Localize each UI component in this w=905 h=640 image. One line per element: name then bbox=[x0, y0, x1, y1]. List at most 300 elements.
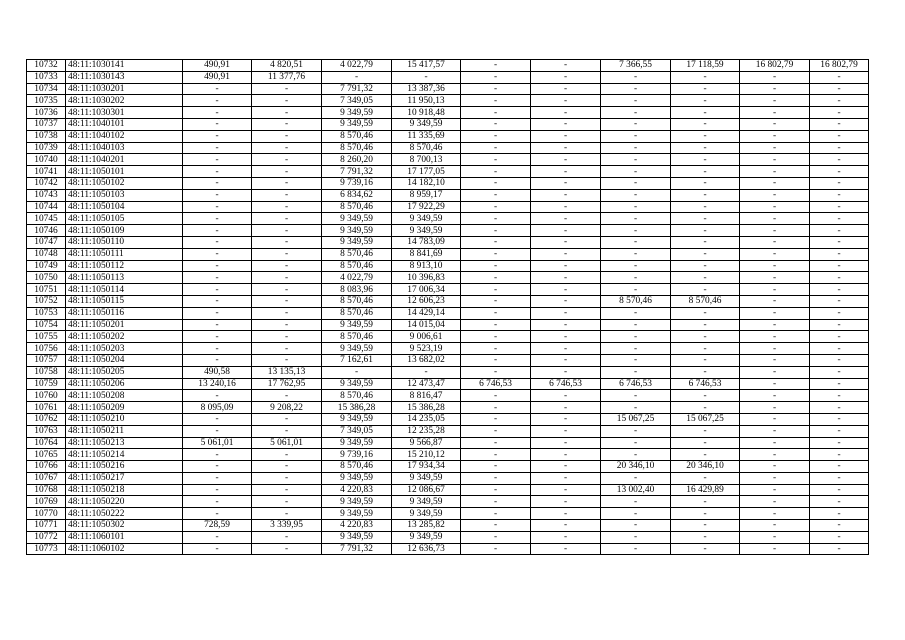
value-cell: - bbox=[183, 284, 252, 296]
value-cell: - bbox=[810, 236, 869, 248]
cadastral-number-cell: 48:11:1050302 bbox=[66, 520, 183, 532]
table-row bbox=[27, 449, 869, 461]
value-cell: - bbox=[601, 508, 671, 520]
table-row bbox=[27, 531, 869, 543]
cadastral-number-cell: 48:11:1050110 bbox=[66, 236, 183, 248]
value-cell: 5 061,01 bbox=[252, 437, 322, 449]
row-number-cell: 10742 bbox=[27, 177, 66, 189]
value-cell: 13 682,02 bbox=[392, 354, 461, 366]
row-number-cell: 10748 bbox=[27, 248, 66, 260]
value-cell: - bbox=[461, 307, 531, 319]
value-cell: 8 913,10 bbox=[392, 260, 461, 272]
value-cell: 8 570,46 bbox=[322, 390, 392, 402]
value-cell: - bbox=[183, 248, 252, 260]
value-cell: 3 339,95 bbox=[252, 520, 322, 532]
row-number-cell: 10741 bbox=[27, 166, 66, 178]
value-cell: - bbox=[183, 508, 252, 520]
value-cell: - bbox=[601, 130, 671, 142]
value-cell: - bbox=[183, 154, 252, 166]
value-cell: - bbox=[601, 236, 671, 248]
value-cell: 6 834,62 bbox=[322, 189, 392, 201]
value-cell: 8 570,46 bbox=[322, 142, 392, 154]
value-cell: - bbox=[671, 272, 740, 284]
cadastral-number-cell: 48:11:1050211 bbox=[66, 425, 183, 437]
value-cell: - bbox=[252, 189, 322, 201]
value-cell: - bbox=[740, 118, 810, 130]
cadastral-number-cell: 48:11:1030202 bbox=[66, 95, 183, 107]
value-cell: - bbox=[183, 166, 252, 178]
row-number-cell: 10747 bbox=[27, 236, 66, 248]
value-cell: 9 349,59 bbox=[392, 531, 461, 543]
value-cell: - bbox=[740, 508, 810, 520]
row-number-cell: 10732 bbox=[27, 60, 66, 72]
value-cell: - bbox=[252, 154, 322, 166]
value-cell: 20 346,10 bbox=[601, 461, 671, 473]
value-cell: 9 349,59 bbox=[322, 531, 392, 543]
value-cell: 8 841,69 bbox=[392, 248, 461, 260]
value-cell: - bbox=[810, 319, 869, 331]
value-cell: - bbox=[810, 248, 869, 260]
table-row bbox=[27, 437, 869, 449]
value-cell: - bbox=[461, 496, 531, 508]
value-cell: - bbox=[461, 284, 531, 296]
value-cell: - bbox=[531, 472, 601, 484]
value-cell: 7 791,32 bbox=[322, 543, 392, 555]
value-cell: - bbox=[531, 520, 601, 532]
value-cell: 16 429,89 bbox=[671, 484, 740, 496]
value-cell: - bbox=[461, 461, 531, 473]
value-cell: - bbox=[671, 248, 740, 260]
value-cell: - bbox=[740, 154, 810, 166]
value-cell: 9 349,59 bbox=[392, 496, 461, 508]
value-cell: - bbox=[252, 449, 322, 461]
value-cell: 728,59 bbox=[183, 520, 252, 532]
value-cell: - bbox=[601, 402, 671, 414]
value-cell: - bbox=[810, 520, 869, 532]
value-cell: - bbox=[461, 154, 531, 166]
value-cell: 16 802,79 bbox=[740, 60, 810, 72]
value-cell: - bbox=[671, 319, 740, 331]
value-cell: - bbox=[810, 508, 869, 520]
value-cell: - bbox=[531, 543, 601, 555]
value-cell: - bbox=[183, 225, 252, 237]
value-cell: 8 570,46 bbox=[671, 295, 740, 307]
value-cell: 5 061,01 bbox=[183, 437, 252, 449]
value-cell: 14 235,05 bbox=[392, 413, 461, 425]
value-cell: 9 349,59 bbox=[392, 472, 461, 484]
value-cell: - bbox=[740, 272, 810, 284]
value-cell: - bbox=[740, 472, 810, 484]
row-number-cell: 10733 bbox=[27, 71, 66, 83]
value-cell: 14 783,09 bbox=[392, 236, 461, 248]
value-cell: - bbox=[252, 531, 322, 543]
value-cell: - bbox=[531, 130, 601, 142]
row-number-cell: 10736 bbox=[27, 107, 66, 119]
value-cell: - bbox=[740, 319, 810, 331]
value-cell: - bbox=[461, 60, 531, 72]
value-cell: 8 570,46 bbox=[322, 130, 392, 142]
row-number-cell: 10738 bbox=[27, 130, 66, 142]
value-cell: - bbox=[252, 390, 322, 402]
value-cell: - bbox=[531, 83, 601, 95]
value-cell: 10 396,83 bbox=[392, 272, 461, 284]
value-cell: - bbox=[740, 177, 810, 189]
cadastral-number-cell: 48:11:1040201 bbox=[66, 154, 183, 166]
value-cell: - bbox=[810, 449, 869, 461]
value-cell: 15 067,25 bbox=[671, 413, 740, 425]
value-cell: 11 377,76 bbox=[252, 71, 322, 83]
value-cell: - bbox=[740, 142, 810, 154]
value-cell: - bbox=[252, 496, 322, 508]
value-cell: 8 095,09 bbox=[183, 402, 252, 414]
value-cell: - bbox=[601, 95, 671, 107]
value-cell: - bbox=[461, 201, 531, 213]
value-cell: - bbox=[671, 449, 740, 461]
value-cell: - bbox=[671, 95, 740, 107]
value-cell: 8 700,13 bbox=[392, 154, 461, 166]
value-cell: 12 086,67 bbox=[392, 484, 461, 496]
value-cell: - bbox=[461, 118, 531, 130]
value-cell: 8 570,46 bbox=[322, 295, 392, 307]
value-cell: - bbox=[461, 413, 531, 425]
table-row bbox=[27, 425, 869, 437]
value-cell: - bbox=[740, 189, 810, 201]
value-cell: - bbox=[740, 236, 810, 248]
value-cell: - bbox=[601, 107, 671, 119]
value-cell: - bbox=[740, 307, 810, 319]
cadastral-number-cell: 48:11:1050209 bbox=[66, 402, 183, 414]
row-number-cell: 10739 bbox=[27, 142, 66, 154]
value-cell: - bbox=[252, 484, 322, 496]
value-cell: 9 349,59 bbox=[322, 472, 392, 484]
value-cell: - bbox=[601, 225, 671, 237]
value-cell: - bbox=[740, 390, 810, 402]
value-cell: - bbox=[601, 531, 671, 543]
value-cell: - bbox=[461, 366, 531, 378]
value-cell: - bbox=[810, 225, 869, 237]
value-cell: 490,91 bbox=[183, 71, 252, 83]
row-number-cell: 10765 bbox=[27, 449, 66, 461]
row-number-cell: 10749 bbox=[27, 260, 66, 272]
value-cell: - bbox=[461, 260, 531, 272]
value-cell: - bbox=[740, 543, 810, 555]
value-cell: - bbox=[671, 496, 740, 508]
value-cell: - bbox=[810, 177, 869, 189]
cadastral-number-cell: 48:11:1050101 bbox=[66, 166, 183, 178]
cadastral-number-cell: 48:11:1050112 bbox=[66, 260, 183, 272]
value-cell: - bbox=[461, 543, 531, 555]
value-cell: 7 162,61 bbox=[322, 354, 392, 366]
value-cell: - bbox=[810, 354, 869, 366]
value-cell: - bbox=[740, 260, 810, 272]
table-row bbox=[27, 508, 869, 520]
value-cell: - bbox=[740, 366, 810, 378]
cadastral-number-cell: 48:11:1050104 bbox=[66, 201, 183, 213]
row-number-cell: 10764 bbox=[27, 437, 66, 449]
value-cell: - bbox=[252, 343, 322, 355]
value-cell: - bbox=[671, 201, 740, 213]
value-cell: - bbox=[531, 402, 601, 414]
value-cell: - bbox=[740, 531, 810, 543]
value-cell: - bbox=[461, 484, 531, 496]
value-cell: - bbox=[183, 83, 252, 95]
value-cell: - bbox=[252, 319, 322, 331]
value-cell: - bbox=[531, 260, 601, 272]
value-cell: 12 473,47 bbox=[392, 378, 461, 390]
value-cell: - bbox=[183, 343, 252, 355]
value-cell: - bbox=[252, 543, 322, 555]
value-cell: 9 349,59 bbox=[322, 236, 392, 248]
value-cell: 11 335,69 bbox=[392, 130, 461, 142]
value-cell: - bbox=[461, 402, 531, 414]
value-cell: - bbox=[671, 284, 740, 296]
value-cell: - bbox=[252, 236, 322, 248]
table-row bbox=[27, 248, 869, 260]
value-cell: - bbox=[183, 413, 252, 425]
table-row bbox=[27, 354, 869, 366]
value-cell: - bbox=[601, 331, 671, 343]
value-cell: - bbox=[252, 177, 322, 189]
row-number-cell: 10743 bbox=[27, 189, 66, 201]
value-cell: - bbox=[183, 107, 252, 119]
value-cell: 11 950,13 bbox=[392, 95, 461, 107]
value-cell: - bbox=[601, 272, 671, 284]
value-cell: - bbox=[601, 201, 671, 213]
table-row bbox=[27, 107, 869, 119]
value-cell: 17 118,59 bbox=[671, 60, 740, 72]
value-cell: - bbox=[183, 484, 252, 496]
value-cell: - bbox=[183, 449, 252, 461]
value-cell: - bbox=[671, 83, 740, 95]
value-cell: - bbox=[252, 295, 322, 307]
table-row bbox=[27, 520, 869, 532]
value-cell: - bbox=[461, 225, 531, 237]
cadastral-number-cell: 48:11:1030141 bbox=[66, 60, 183, 72]
value-cell: - bbox=[601, 390, 671, 402]
value-cell: 8 959,17 bbox=[392, 189, 461, 201]
value-cell: 6 746,53 bbox=[461, 378, 531, 390]
table-row bbox=[27, 166, 869, 178]
value-cell: - bbox=[531, 118, 601, 130]
value-cell: 20 346,10 bbox=[671, 461, 740, 473]
value-cell: - bbox=[740, 331, 810, 343]
value-cell: 8 570,46 bbox=[601, 295, 671, 307]
value-cell: - bbox=[740, 402, 810, 414]
value-cell: - bbox=[531, 390, 601, 402]
value-cell: - bbox=[740, 95, 810, 107]
cadastral-number-cell: 48:11:1050213 bbox=[66, 437, 183, 449]
value-cell: 14 015,04 bbox=[392, 319, 461, 331]
value-cell: - bbox=[183, 472, 252, 484]
value-cell: - bbox=[601, 543, 671, 555]
value-cell: - bbox=[183, 354, 252, 366]
value-cell: - bbox=[601, 284, 671, 296]
value-cell: - bbox=[671, 154, 740, 166]
value-cell: - bbox=[601, 425, 671, 437]
value-cell: - bbox=[461, 531, 531, 543]
value-cell: - bbox=[531, 189, 601, 201]
value-cell: 12 606,23 bbox=[392, 295, 461, 307]
value-cell: 12 235,28 bbox=[392, 425, 461, 437]
value-cell: 10 918,48 bbox=[392, 107, 461, 119]
value-cell: - bbox=[810, 213, 869, 225]
row-number-cell: 10770 bbox=[27, 508, 66, 520]
value-cell: - bbox=[601, 319, 671, 331]
value-cell: - bbox=[252, 260, 322, 272]
value-cell: - bbox=[461, 236, 531, 248]
value-cell: - bbox=[601, 496, 671, 508]
value-cell: 9 739,16 bbox=[322, 177, 392, 189]
value-cell: - bbox=[671, 166, 740, 178]
value-cell: - bbox=[531, 319, 601, 331]
cadastral-number-cell: 48:11:1030143 bbox=[66, 71, 183, 83]
value-cell: 7 366,55 bbox=[601, 60, 671, 72]
value-cell: - bbox=[531, 496, 601, 508]
value-cell: - bbox=[671, 425, 740, 437]
row-number-cell: 10737 bbox=[27, 118, 66, 130]
value-cell: 4 022,79 bbox=[322, 60, 392, 72]
value-cell: - bbox=[531, 60, 601, 72]
table-row bbox=[27, 213, 869, 225]
table-row bbox=[27, 118, 869, 130]
value-cell: - bbox=[810, 118, 869, 130]
value-cell: - bbox=[671, 531, 740, 543]
value-cell: - bbox=[322, 71, 392, 83]
value-cell: - bbox=[531, 343, 601, 355]
table-row bbox=[27, 83, 869, 95]
value-cell: - bbox=[252, 201, 322, 213]
cadastral-number-cell: 48:11:1050210 bbox=[66, 413, 183, 425]
cadastral-number-cell: 48:11:1030201 bbox=[66, 83, 183, 95]
value-cell: - bbox=[671, 354, 740, 366]
value-cell: 17 922,29 bbox=[392, 201, 461, 213]
value-cell: 8 260,20 bbox=[322, 154, 392, 166]
value-cell: - bbox=[531, 201, 601, 213]
row-number-cell: 10745 bbox=[27, 213, 66, 225]
table-row bbox=[27, 260, 869, 272]
value-cell: 9 349,59 bbox=[392, 118, 461, 130]
value-cell: 8 083,96 bbox=[322, 284, 392, 296]
value-cell: - bbox=[531, 166, 601, 178]
row-number-cell: 10767 bbox=[27, 472, 66, 484]
value-cell: - bbox=[740, 520, 810, 532]
value-cell: 9 349,59 bbox=[322, 319, 392, 331]
value-cell: - bbox=[740, 83, 810, 95]
value-cell: - bbox=[461, 95, 531, 107]
value-cell: 9 208,22 bbox=[252, 402, 322, 414]
value-cell: 15 386,28 bbox=[392, 402, 461, 414]
value-cell: 6 746,53 bbox=[671, 378, 740, 390]
value-cell: 13 387,36 bbox=[392, 83, 461, 95]
value-cell: - bbox=[461, 248, 531, 260]
table-row bbox=[27, 177, 869, 189]
value-cell: - bbox=[461, 213, 531, 225]
value-cell: - bbox=[601, 307, 671, 319]
value-cell: - bbox=[461, 331, 531, 343]
table-row bbox=[27, 272, 869, 284]
value-cell: - bbox=[531, 508, 601, 520]
value-cell: - bbox=[810, 531, 869, 543]
value-cell: - bbox=[183, 95, 252, 107]
value-cell: 9 739,16 bbox=[322, 449, 392, 461]
value-cell: - bbox=[252, 130, 322, 142]
value-cell: 15 417,57 bbox=[392, 60, 461, 72]
value-cell: - bbox=[740, 413, 810, 425]
row-number-cell: 10768 bbox=[27, 484, 66, 496]
cadastral-number-cell: 48:11:1050202 bbox=[66, 331, 183, 343]
cadastral-number-cell: 48:11:1040102 bbox=[66, 130, 183, 142]
value-cell: - bbox=[183, 425, 252, 437]
value-cell: - bbox=[601, 366, 671, 378]
value-cell: - bbox=[183, 177, 252, 189]
value-cell: - bbox=[461, 189, 531, 201]
value-cell: - bbox=[531, 295, 601, 307]
value-cell: - bbox=[601, 83, 671, 95]
value-cell: - bbox=[671, 189, 740, 201]
value-cell: - bbox=[461, 343, 531, 355]
value-cell: - bbox=[810, 284, 869, 296]
row-number-cell: 10744 bbox=[27, 201, 66, 213]
row-number-cell: 10763 bbox=[27, 425, 66, 437]
value-cell: - bbox=[252, 472, 322, 484]
value-cell: - bbox=[740, 71, 810, 83]
cadastral-number-cell: 48:11:1050217 bbox=[66, 472, 183, 484]
value-cell: - bbox=[810, 307, 869, 319]
row-number-cell: 10761 bbox=[27, 402, 66, 414]
row-number-cell: 10753 bbox=[27, 307, 66, 319]
cadastral-number-cell: 48:11:1060101 bbox=[66, 531, 183, 543]
value-cell: - bbox=[601, 472, 671, 484]
value-cell: 4 220,83 bbox=[322, 484, 392, 496]
value-cell: - bbox=[810, 402, 869, 414]
value-cell: - bbox=[810, 272, 869, 284]
value-cell: - bbox=[183, 236, 252, 248]
row-number-cell: 10756 bbox=[27, 343, 66, 355]
value-cell: - bbox=[671, 177, 740, 189]
value-cell: - bbox=[531, 449, 601, 461]
value-cell: - bbox=[531, 154, 601, 166]
row-number-cell: 10734 bbox=[27, 83, 66, 95]
value-cell: - bbox=[671, 142, 740, 154]
value-cell: - bbox=[531, 107, 601, 119]
value-cell: - bbox=[601, 520, 671, 532]
value-cell: 9 349,59 bbox=[322, 107, 392, 119]
value-cell: - bbox=[810, 295, 869, 307]
cadastral-number-cell: 48:11:1050116 bbox=[66, 307, 183, 319]
value-cell: - bbox=[461, 390, 531, 402]
value-cell: - bbox=[671, 236, 740, 248]
value-cell: - bbox=[461, 177, 531, 189]
value-cell: - bbox=[671, 130, 740, 142]
value-cell: - bbox=[671, 520, 740, 532]
value-cell: - bbox=[601, 343, 671, 355]
table-row bbox=[27, 413, 869, 425]
value-cell: 17 177,05 bbox=[392, 166, 461, 178]
value-cell: 4 022,79 bbox=[322, 272, 392, 284]
value-cell: - bbox=[740, 107, 810, 119]
cadastral-number-cell: 48:11:1050205 bbox=[66, 366, 183, 378]
value-cell: - bbox=[183, 295, 252, 307]
value-cell: - bbox=[252, 284, 322, 296]
value-cell: 16 802,79 bbox=[810, 60, 869, 72]
value-cell: 9 349,59 bbox=[322, 343, 392, 355]
value-cell: - bbox=[531, 531, 601, 543]
table-row bbox=[27, 319, 869, 331]
row-number-cell: 10766 bbox=[27, 461, 66, 473]
value-cell: 9 349,59 bbox=[322, 213, 392, 225]
value-cell: - bbox=[252, 413, 322, 425]
row-number-cell: 10773 bbox=[27, 543, 66, 555]
